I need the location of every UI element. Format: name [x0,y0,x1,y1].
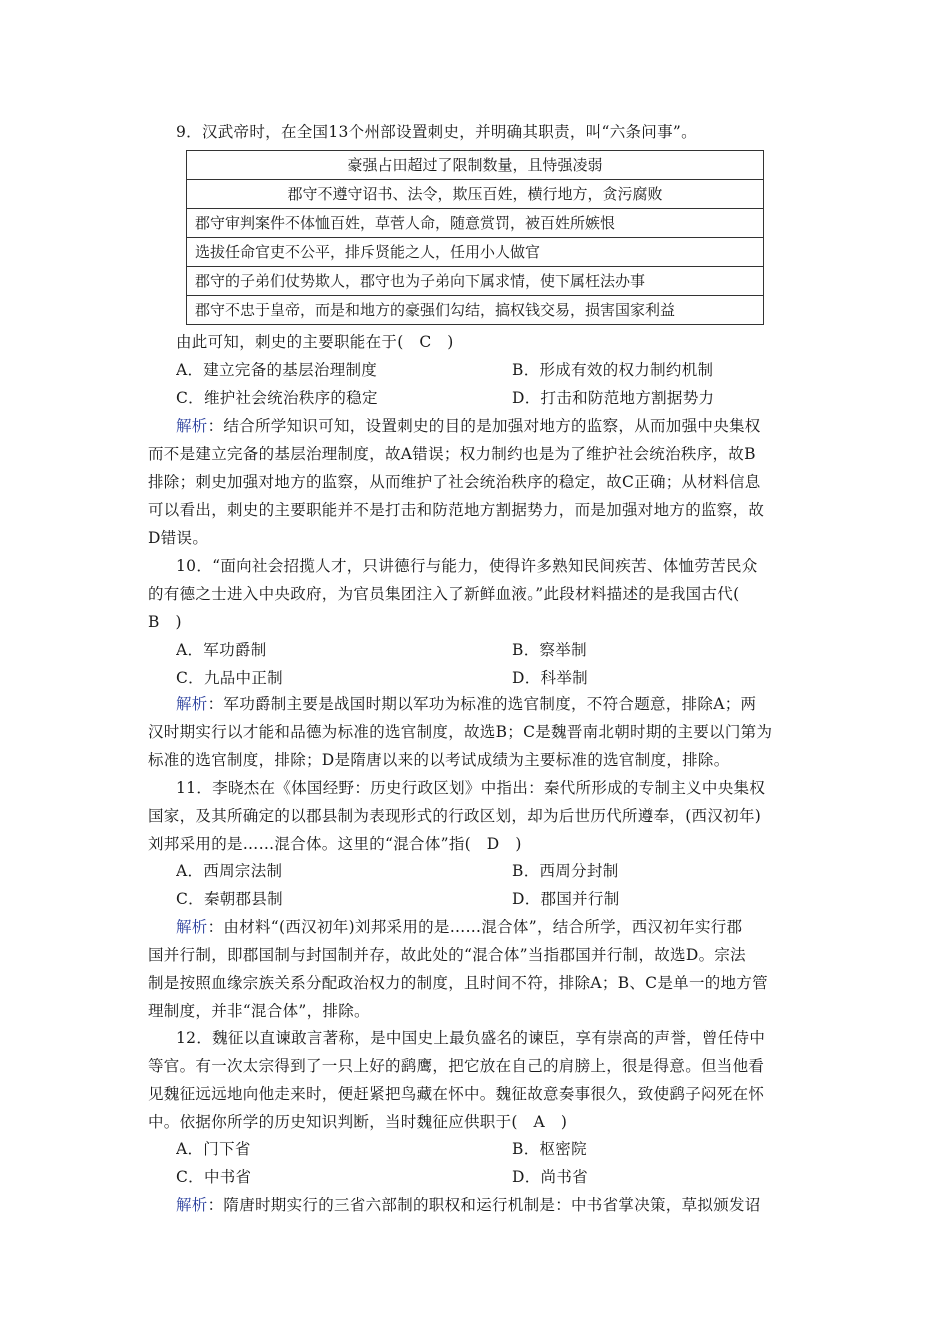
table-row: 郡守不遵守诏书、法令，欺压百姓，横行地方，贪污腐败 [187,180,764,209]
q10-option-d: D．科举制 [512,669,588,687]
table-row: 选拔任命官吏不公平，排斥贤能之人，任用小人做官 [187,238,764,267]
analysis-label: 解析 [176,695,208,713]
q9-analysis-line: 排除；刺史加强对地方的监察，从而维护了社会统治秩序的稳定，故C正确；从材料信息 [148,473,761,491]
table-row: 郡守的子弟们仗势欺人，郡守也为子弟向下属求情，使下属枉法办事 [187,267,764,296]
q9-analysis-line: 可以看出，刺史的主要职能并不是打击和防范地方割据势力，而是加强对地方的监察，故 [148,501,765,519]
q12-stem-line: 中。依据你所学的历史知识判断，当时魏征应供职于( A ) [148,1113,568,1131]
q9-option-a: A．建立完备的基层治理制度 [176,361,378,379]
q12-stem-line: 等官。有一次太宗得到了一只上好的鹞鹰，把它放在自己的肩膀上，很是得意。但当他看 [148,1057,765,1075]
q11-option-d: D．郡国并行制 [512,890,620,908]
q12-option-d: D．尚书省 [512,1168,588,1186]
q9-analysis-line: 解析：结合所学知识可知，设置刺史的目的是加强对地方的监察，从而加强中央集权 [176,417,761,435]
q12-analysis-line: 解析：隋唐时期实行的三省六部制的职权和运行机制是：中书省掌决策，草拟颁发诏 [176,1196,761,1214]
q11-analysis-line: 理制度，并非“混合体”，排除。 [148,1002,370,1020]
q11-option-c: C．秦朝郡县制 [176,890,283,908]
q9-material-table [186,150,764,325]
q10-analysis-line: 标准的选官制度，排除；D是隋唐以来的以考试成绩为主要标准的选官制度，排除。 [148,751,730,769]
q11-analysis-line: 制是按照血缘宗族关系分配政治权力的制度，且时间不符，排除A；B、C是单一的地方管 [148,974,768,992]
q9-option-b: B．形成有效的权力制约机制 [512,361,714,379]
q11-stem-line: 国家，及其所确定的以郡县制为表现形式的行政区划，却为后世历代所遵奉，(西汉初年) [148,807,762,825]
q10-option-a: A．军功爵制 [176,641,267,659]
q11-stem-line: 11．李晓杰在《体国经野：历史行政区划》中指出：秦代所形成的专制主义中央集权 [176,779,766,797]
table-row: 郡守不忠于皇帝，而是和地方的豪强们勾结，搞权钱交易，损害国家利益 [187,296,764,325]
q10-stem-line: 10．“面向社会招揽人才，只讲德行与能力，使得许多熟知民间疾苦、体恤劳苦民众 [176,557,758,575]
q12-option-b: B．枢密院 [512,1140,587,1158]
q11-analysis-line: 国并行制，即郡国制与封国制并存，故此处的“混合体”当指郡国并行制，故选D。宗法 [148,946,746,964]
q11-analysis-line: 解析：由材料“(西汉初年)刘邦采用的是……混合体”，结合所学，西汉初年实行郡 [176,918,743,936]
q10-option-c: C．九品中正制 [176,669,283,687]
analysis-label: 解析 [176,1196,208,1214]
q12-option-a: A．门下省 [176,1140,251,1158]
q10-analysis-line: 解析：军功爵制主要是战国时期以军功为标准的选官制度，不符合题意，排除A；两 [176,695,757,713]
q11-option-a: A．西周宗法制 [176,862,283,880]
q9-option-c: C．维护社会统治秩序的稳定 [176,389,378,407]
q10-stem-line: 的有德之士进入中央政府，为官员集团注入了新鲜血液。”此段材料描述的是我国古代( [148,585,740,603]
q9-option-d: D．打击和防范地方割据势力 [512,389,715,407]
q12-option-c: C．中书省 [176,1168,252,1186]
q10-stem-line: B ) [148,613,182,631]
q10-option-b: B．察举制 [512,641,587,659]
q9-analysis-line: 而不是建立完备的基层治理制度，故A错误；权力制约也是为了维护社会统治秩序，故B [148,445,756,463]
table-row: 豪强占田超过了限制数量，且恃强凌弱 [187,151,764,180]
q9-analysis-line: D错误。 [148,529,209,547]
q9-question: 由此可知，刺史的主要职能在于( C ) [176,333,454,351]
q12-stem-line: 12．魏征以直谏敢言著称，是中国史上最负盛名的谏臣，享有崇高的声誉，曾任侍中 [176,1029,766,1047]
q9-stem: 9．汉武帝时，在全国13个州部设置刺史，并明确其职责，叫“六条问事”。 [176,123,697,141]
q10-analysis-line: 汉时期实行以才能和品德为标准的选官制度，故选B；C是魏晋南北朝时期的主要以门第为 [148,723,773,741]
q12-stem-line: 见魏征远远地向他走来时，便赶紧把鸟藏在怀中。魏征故意奏事很久，致使鹞子闷死在怀 [148,1085,765,1103]
table-row: 郡守审判案件不体恤百姓，草菅人命，随意赏罚，被百姓所嫉恨 [187,209,764,238]
q11-option-b: B．西周分封制 [512,862,619,880]
analysis-label: 解析 [176,918,208,936]
q11-stem-line: 刘邦采用的是……混合体。这里的“混合体”指( D ) [148,835,522,853]
analysis-label: 解析 [176,417,208,435]
